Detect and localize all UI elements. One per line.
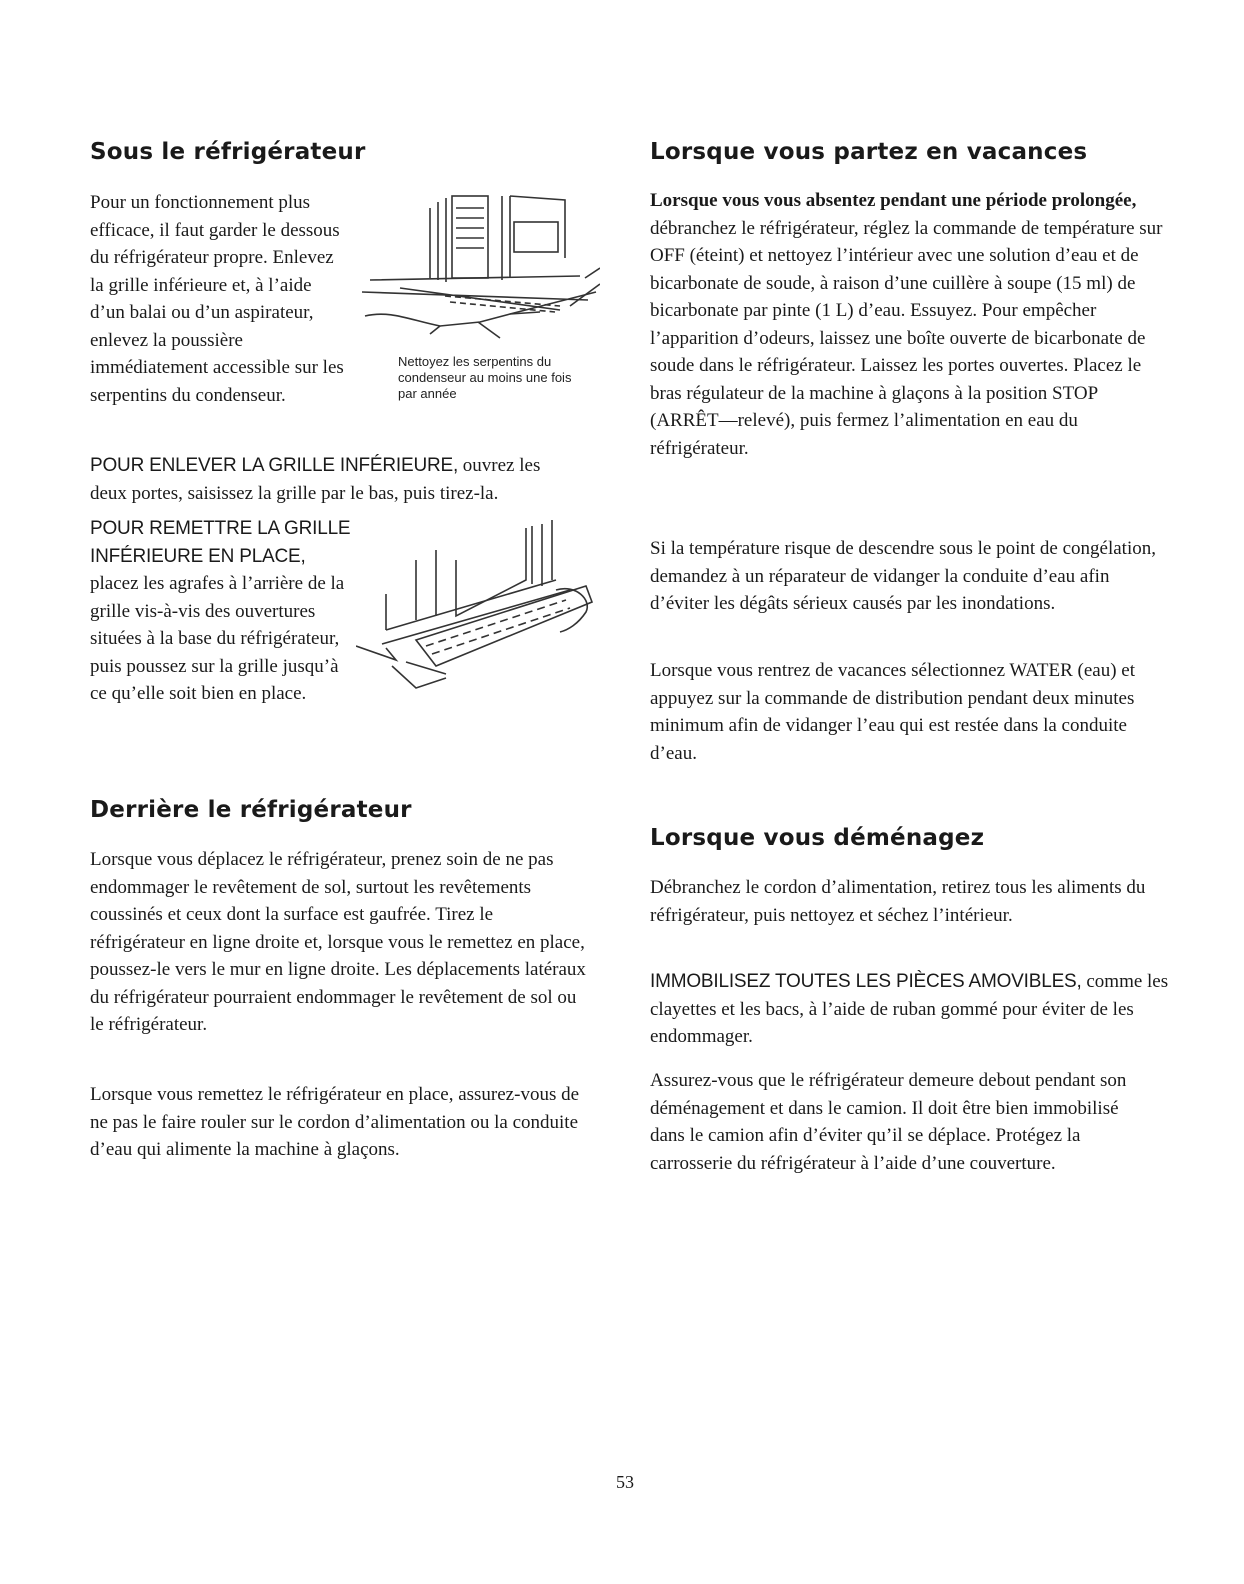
remove-grille-lead: POUR ENLEVER LA GRILLE INFÉRIEURE, [90, 455, 459, 476]
section-title-vacances: Lorsque vous partez en vacances [650, 139, 1088, 165]
demenagez-paragraph-1: Débranchez le cordon d’alimentation, retirez tous les aliments du réfrigérateur, puis nettoyez et séchez l’intérieur. [650, 877, 1146, 926]
section-title-demenagez: Lorsque vous déménagez [650, 825, 985, 851]
vacances-text: débranchez le réfrigérateur, réglez la commande de température sur OFF (éteint) et nettoyez l’intérieur avec une solution d’eau et de bicarbonate de soude, à raison d’une cuillère à soupe (15 ml) de bicarbonate par pinte (1 L) d’eau. Essuyez. Pour empêcher l’apparition d’odeurs, laissez une boîte ouverte de bicarbonate de soude dans le réfrigérateur. Laissez les portes ouvertes. Placez le bras régulateur de la machine à glaçons à la position STOP (ARRÊT—relevé), puis fermez l’alimentation en eau du réfrigérateur. [650, 217, 1163, 459]
demenagez-text: comme les clayettes et les bacs, à l’aide de ruban gommé pour éviter de les endommager. [650, 971, 1169, 1047]
replace-grille-lead: POUR REMETTRE LA GRILLE INFÉRIEURE EN PLACE, [90, 518, 351, 567]
grille-replacement-illustration [356, 520, 596, 690]
remove-grille-text: ouvrez les deux portes, saisissez la grille par le bas, puis tirez-la. [90, 455, 541, 504]
vacances-paragraph-1 [650, 187, 1170, 462]
replace-grille-text: placez les agrafes à l’arrière de la grille vis-à-vis des ouvertures situées à la base du réfrigérateur, puis poussez sur la grille jusqu’à ce qu’elle soit bien en place. [90, 573, 345, 704]
demenagez-paragraph-2 [650, 968, 1170, 1051]
page-number: 53 [616, 1472, 634, 1492]
vacances-paragraph-2: Si la température risque de descendre sous le point de congélation, demandez à un réparateur de vidanger la conduite d’eau afin d’éviter les dégâts sérieux causés par les inondations. [650, 538, 1156, 614]
vacances-paragraph-3: Lorsque vous rentrez de vacances sélectionnez WATER (eau) et appuyez sur la commande de distribution pendant deux minutes minimum afin de vidanger l’eau qui est restée dans la conduite d’eau. [650, 660, 1135, 764]
demenagez-lead: IMMOBILISEZ TOUTES LES PIÈCES AMOVIBLES, [650, 971, 1082, 992]
remove-grille-paragraph [90, 452, 580, 507]
demenagez-paragraph-3: Assurez-vous que le réfrigérateur demeure debout pendant son déménagement et dans le camion. Il doit être bien immobilisé dans le camion afin d’éviter qu’il se déplace. Protégez la carrosserie du réfrigérateur à l’aide d’une couverture. [650, 1070, 1127, 1174]
derriere-paragraph-2: Lorsque vous remettez le réfrigérateur en place, assurez-vous de ne pas le faire rouler sur le cordon d’alimentation ou la conduite d’eau qui alimente la machine à glaçons. [90, 1084, 580, 1160]
figure-caption: Nettoyez les serpentins du condenseur au moins une fois par année [398, 354, 572, 401]
derriere-paragraph-1: Lorsque vous déplacez le réfrigérateur, prenez soin de ne pas endommager le revêtement de sol, surtout les revêtements coussinés et ceux dont la surface est gaufrée. Tirez le réfrigérateur en ligne droite et, lorsque vous le remettez en place, poussez-le vers le mur en ligne droite. Les déplacements latéraux du réfrigérateur pourraient endommager le revêtement de sol ou le réfrigérateur. [90, 849, 586, 1035]
sous-intro-text: Pour un fonctionnement plus efficace, il faut garder le dessous du réfrigérateur propre. Enlevez la grille inférieure et, à l’aide d’un balai ou d’un aspirateur, enlevez la poussière immédiatement accessible sur les serpentins du condenseur. [90, 192, 344, 406]
section-title-derriere: Derrière le réfrigérateur [90, 797, 412, 823]
section-title-sous: Sous le réfrigérateur [90, 139, 366, 165]
replace-grille-paragraph [90, 515, 352, 708]
vacances-lead: Lorsque vous vous absentez pendant une période prolongée, [650, 190, 1137, 211]
condenser-cleaning-illustration [360, 188, 600, 348]
